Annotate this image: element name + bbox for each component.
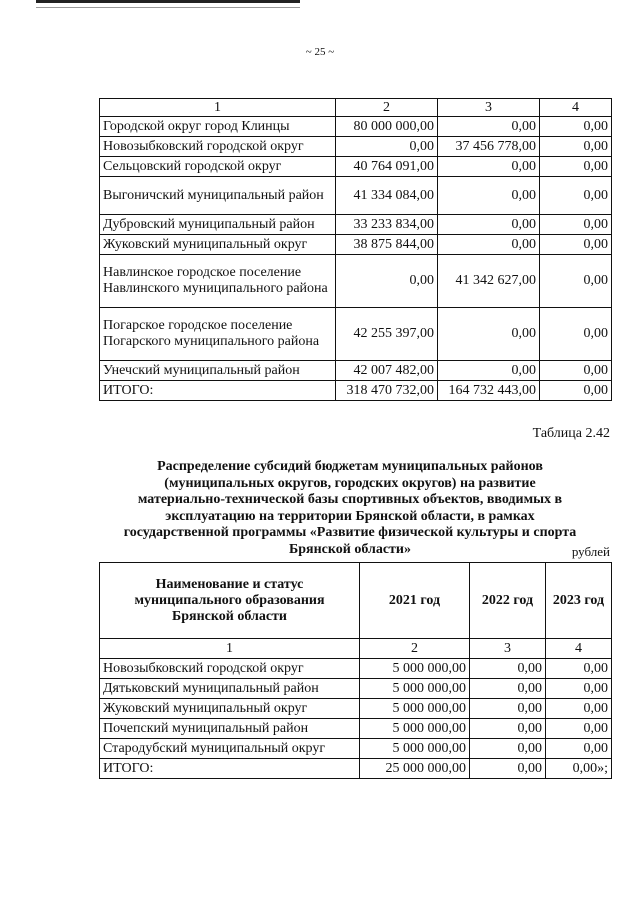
subsidy-table bbox=[99, 562, 612, 779]
table-total-row bbox=[100, 759, 612, 779]
table-continuation bbox=[99, 98, 612, 401]
table-number-row bbox=[100, 639, 612, 659]
row-name: ИТОГО: bbox=[100, 759, 360, 779]
value-2023: 0,00 bbox=[546, 739, 612, 759]
value-2021: 5 000 000,00 bbox=[360, 659, 470, 679]
col-num-4: 4 bbox=[540, 99, 612, 117]
value-2021: 5 000 000,00 bbox=[360, 699, 470, 719]
table-row bbox=[100, 255, 612, 308]
row-name: Жуковский муниципальный округ bbox=[100, 699, 360, 719]
page-number: ~ 25 ~ bbox=[305, 46, 335, 58]
row-name: Навлинское городское поселение Навлинского муниципального района bbox=[100, 255, 336, 308]
col-num-2: 2 bbox=[360, 639, 470, 659]
row-name: Жуковский муниципальный округ bbox=[100, 235, 336, 255]
table-row bbox=[100, 659, 612, 679]
value-2022: 0,00 bbox=[438, 235, 540, 255]
value-2023: 0,00 bbox=[540, 177, 612, 215]
row-name: Почепский муниципальный район bbox=[100, 719, 360, 739]
col-num-1: 1 bbox=[100, 639, 360, 659]
value-2023: 0,00 bbox=[546, 699, 612, 719]
value-2023: 0,00 bbox=[546, 679, 612, 699]
value-2022: 0,00 bbox=[438, 308, 540, 361]
table-title: Распределение субсидий бюджетам муниципальных районов (муниципальных округов, городских округов) на развитие материально-технической базы спортивных объектов, вводимых в эксплуатацию на территории Брянской области, в рамках государственной программы «Развитие физической культуры и спорта Брянской области» bbox=[123, 459, 577, 557]
value-2021: 25 000 000,00 bbox=[360, 759, 470, 779]
table-row bbox=[100, 157, 612, 177]
header-2022: 2022 год bbox=[470, 563, 546, 639]
table-row bbox=[100, 719, 612, 739]
value-2023: 0,00 bbox=[540, 308, 612, 361]
value-2022: 41 342 627,00 bbox=[438, 255, 540, 308]
row-name: Городской округ город Клинцы bbox=[100, 117, 336, 137]
value-2023: 0,00 bbox=[540, 235, 612, 255]
table-header-row bbox=[100, 99, 612, 117]
row-name: Новозыбковский городской округ bbox=[100, 137, 336, 157]
table-row bbox=[100, 235, 612, 255]
table-label: Таблица 2.42 bbox=[532, 426, 610, 441]
value-2021: 42 255 397,00 bbox=[336, 308, 438, 361]
col-num-3: 3 bbox=[438, 99, 540, 117]
row-name: Стародубский муниципальный округ bbox=[100, 739, 360, 759]
value-2021: 33 233 834,00 bbox=[336, 215, 438, 235]
value-2023: 0,00 bbox=[540, 255, 612, 308]
value-2022: 0,00 bbox=[470, 759, 546, 779]
value-2021: 38 875 844,00 bbox=[336, 235, 438, 255]
value-2022: 0,00 bbox=[438, 157, 540, 177]
value-2021: 5 000 000,00 bbox=[360, 739, 470, 759]
value-2023: 0,00 bbox=[540, 157, 612, 177]
table-row bbox=[100, 699, 612, 719]
col-num-2: 2 bbox=[336, 99, 438, 117]
value-2021: 80 000 000,00 bbox=[336, 117, 438, 137]
value-2021: 318 470 732,00 bbox=[336, 381, 438, 401]
value-2021: 41 334 084,00 bbox=[336, 177, 438, 215]
table-row bbox=[100, 679, 612, 699]
value-2022: 164 732 443,00 bbox=[438, 381, 540, 401]
value-2021: 5 000 000,00 bbox=[360, 679, 470, 699]
value-2021: 0,00 bbox=[336, 137, 438, 157]
value-2022: 0,00 bbox=[438, 215, 540, 235]
value-2022: 0,00 bbox=[438, 117, 540, 137]
top-rule bbox=[36, 0, 300, 3]
row-name: Унечский муниципальный район bbox=[100, 361, 336, 381]
value-2021: 42 007 482,00 bbox=[336, 361, 438, 381]
table-header-row bbox=[100, 563, 612, 639]
table-total-row bbox=[100, 381, 612, 401]
value-2023: 0,00 bbox=[540, 381, 612, 401]
value-2022: 37 456 778,00 bbox=[438, 137, 540, 157]
value-2021: 0,00 bbox=[336, 255, 438, 308]
col-num-4: 4 bbox=[546, 639, 612, 659]
value-2022: 0,00 bbox=[470, 739, 546, 759]
row-name: Дятьковский муниципальный район bbox=[100, 679, 360, 699]
value-2023: 0,00 bbox=[540, 137, 612, 157]
value-2022: 0,00 bbox=[438, 361, 540, 381]
table-row bbox=[100, 117, 612, 137]
table-row bbox=[100, 361, 612, 381]
value-2023: 0,00 bbox=[540, 117, 612, 137]
value-2022: 0,00 bbox=[470, 699, 546, 719]
value-2021: 5 000 000,00 bbox=[360, 719, 470, 739]
table-row bbox=[100, 215, 612, 235]
value-2022: 0,00 bbox=[470, 719, 546, 739]
value-2022: 0,00 bbox=[470, 679, 546, 699]
table-row bbox=[100, 177, 612, 215]
row-name: Погарское городское поселение Погарского муниципального района bbox=[100, 308, 336, 361]
value-2023: 0,00 bbox=[540, 215, 612, 235]
row-name: Дубровский муниципальный район bbox=[100, 215, 336, 235]
col-num-1: 1 bbox=[100, 99, 336, 117]
value-2022: 0,00 bbox=[470, 659, 546, 679]
value-2023: 0,00 bbox=[540, 361, 612, 381]
row-name: Выгоничский муниципальный район bbox=[100, 177, 336, 215]
value-2021: 40 764 091,00 bbox=[336, 157, 438, 177]
col-num-3: 3 bbox=[470, 639, 546, 659]
table-row bbox=[100, 137, 612, 157]
row-name: ИТОГО: bbox=[100, 381, 336, 401]
header-2021: 2021 год bbox=[360, 563, 470, 639]
value-2023: 0,00»; bbox=[546, 759, 612, 779]
table-row bbox=[100, 739, 612, 759]
row-name: Новозыбковский городской округ bbox=[100, 659, 360, 679]
header-name: Наименование и статус муниципального образования Брянской области bbox=[100, 563, 360, 639]
value-2022: 0,00 bbox=[438, 177, 540, 215]
top-rule-thin bbox=[36, 7, 300, 8]
table-row bbox=[100, 308, 612, 361]
units-label: рублей bbox=[571, 544, 610, 559]
header-2023: 2023 год bbox=[546, 563, 612, 639]
value-2023: 0,00 bbox=[546, 719, 612, 739]
row-name: Сельцовский городской округ bbox=[100, 157, 336, 177]
value-2023: 0,00 bbox=[546, 659, 612, 679]
